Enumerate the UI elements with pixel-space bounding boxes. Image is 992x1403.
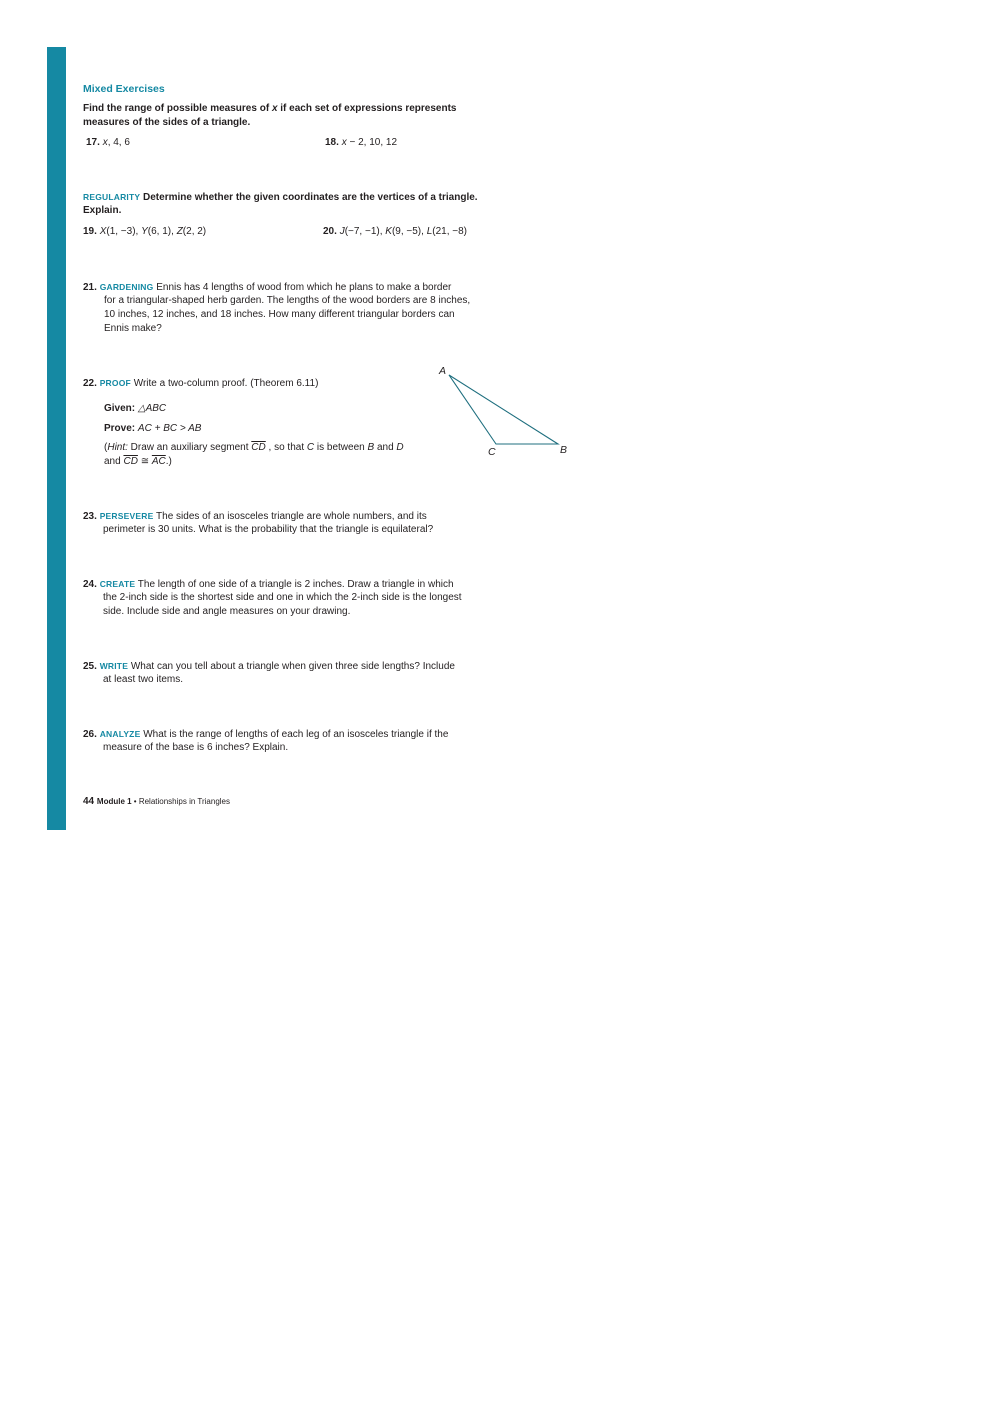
module-label: Module 1 — [96, 797, 132, 806]
instructions-2-line-2: Explain. — [83, 205, 122, 216]
section-title: Mixed Exercises — [83, 83, 165, 95]
hint-line-1: (Hint: Draw an auxiliary segment $\overline{CD}$ , so that C is between B and D — [104, 442, 404, 453]
exercise-26-line-2: measure of the base is 6 inches? Explain. — [103, 742, 289, 753]
create-tag: CREATE — [99, 579, 136, 589]
exercise-24-line-3: side. Include side and angle measures on your drawing. — [103, 606, 351, 617]
vertex-label-a: A — [439, 365, 447, 377]
exercise-24-line-1: 24. CREATE The length of one side of a triangle is 2 inches. Draw a triangle in which — [83, 579, 454, 590]
page-footer: 44 Module 1 • Relationships in Triangles — [83, 796, 230, 807]
instructions-1-line-2: measures of the sides of a triangle. — [83, 117, 251, 128]
exercise-19: 19. X(1, −3), Y(6, 1), Z(2, 2) — [83, 226, 207, 237]
exercise-21-line-1: 21. GARDENING Ennis has 4 lengths of wood from which he plans to make a border — [83, 282, 452, 293]
vertex-label-b: B — [560, 444, 568, 456]
exercise-21-line-4: Ennis make? — [104, 323, 162, 334]
given-line: Given: △ABC — [104, 403, 167, 414]
gardening-tag: GARDENING — [99, 282, 154, 292]
exercise-21-line-3: 10 inches, 12 inches, and 18 inches. How many different triangular borders can — [104, 309, 455, 320]
exercise-20: 20. J(−7, −1), K(9, −5), L(21, −8) — [323, 226, 467, 237]
regularity-tag: REGULARITY — [83, 192, 141, 202]
side-color-bar — [47, 47, 66, 830]
triangle-abc-diagram — [430, 360, 580, 460]
exercise-25-line-2: at least two items. — [103, 674, 184, 685]
hint-line-2: and $\overline{CD}$ ≅ $\overline{AC}$.) — [104, 456, 172, 467]
exercise-22: 22. PROOF Write a two-column proof. (Theorem 6.11) — [83, 378, 319, 389]
persevere-tag: PERSEVERE — [99, 511, 154, 521]
exercise-26-line-1: 26. ANALYZE What is the range of lengths of each leg of an isosceles triangle if the — [83, 729, 449, 740]
proof-tag: PROOF — [99, 378, 131, 388]
exercise-25-line-1: 25. WRITE What can you tell about a triangle when given three side lengths? Include — [83, 661, 455, 672]
exercise-23-line-1: 23. PERSEVERE The sides of an isosceles triangle are whole numbers, and its — [83, 511, 427, 522]
instructions-2-line-1: REGULARITY Determine whether the given coordinates are the vertices of a triangle. — [83, 192, 478, 203]
exercise-24-line-2: the 2-inch side is the shortest side and one in which the 2-inch side is the longest — [103, 592, 462, 603]
exercise-17: 17. x, 4, 6 — [86, 137, 130, 148]
page-number: 44 — [83, 796, 95, 807]
analyze-tag: ANALYZE — [99, 729, 141, 739]
prove-line: Prove: AC + BC > AB — [104, 423, 202, 434]
instructions-1-line-1: Find the range of possible measures of x if each set of expressions represents — [83, 103, 457, 114]
write-tag: WRITE — [99, 661, 129, 671]
exercise-21-line-2: for a triangular-shaped herb garden. The lengths of the wood borders are 8 inches, — [104, 295, 471, 306]
module-title: Relationships in Triangles — [138, 797, 230, 806]
exercise-18: 18. x − 2, 10, 12 — [325, 137, 398, 148]
vertex-label-c: C — [488, 446, 496, 458]
exercise-23-line-2: perimeter is 30 units. What is the probability that the triangle is equilateral? — [103, 524, 434, 535]
